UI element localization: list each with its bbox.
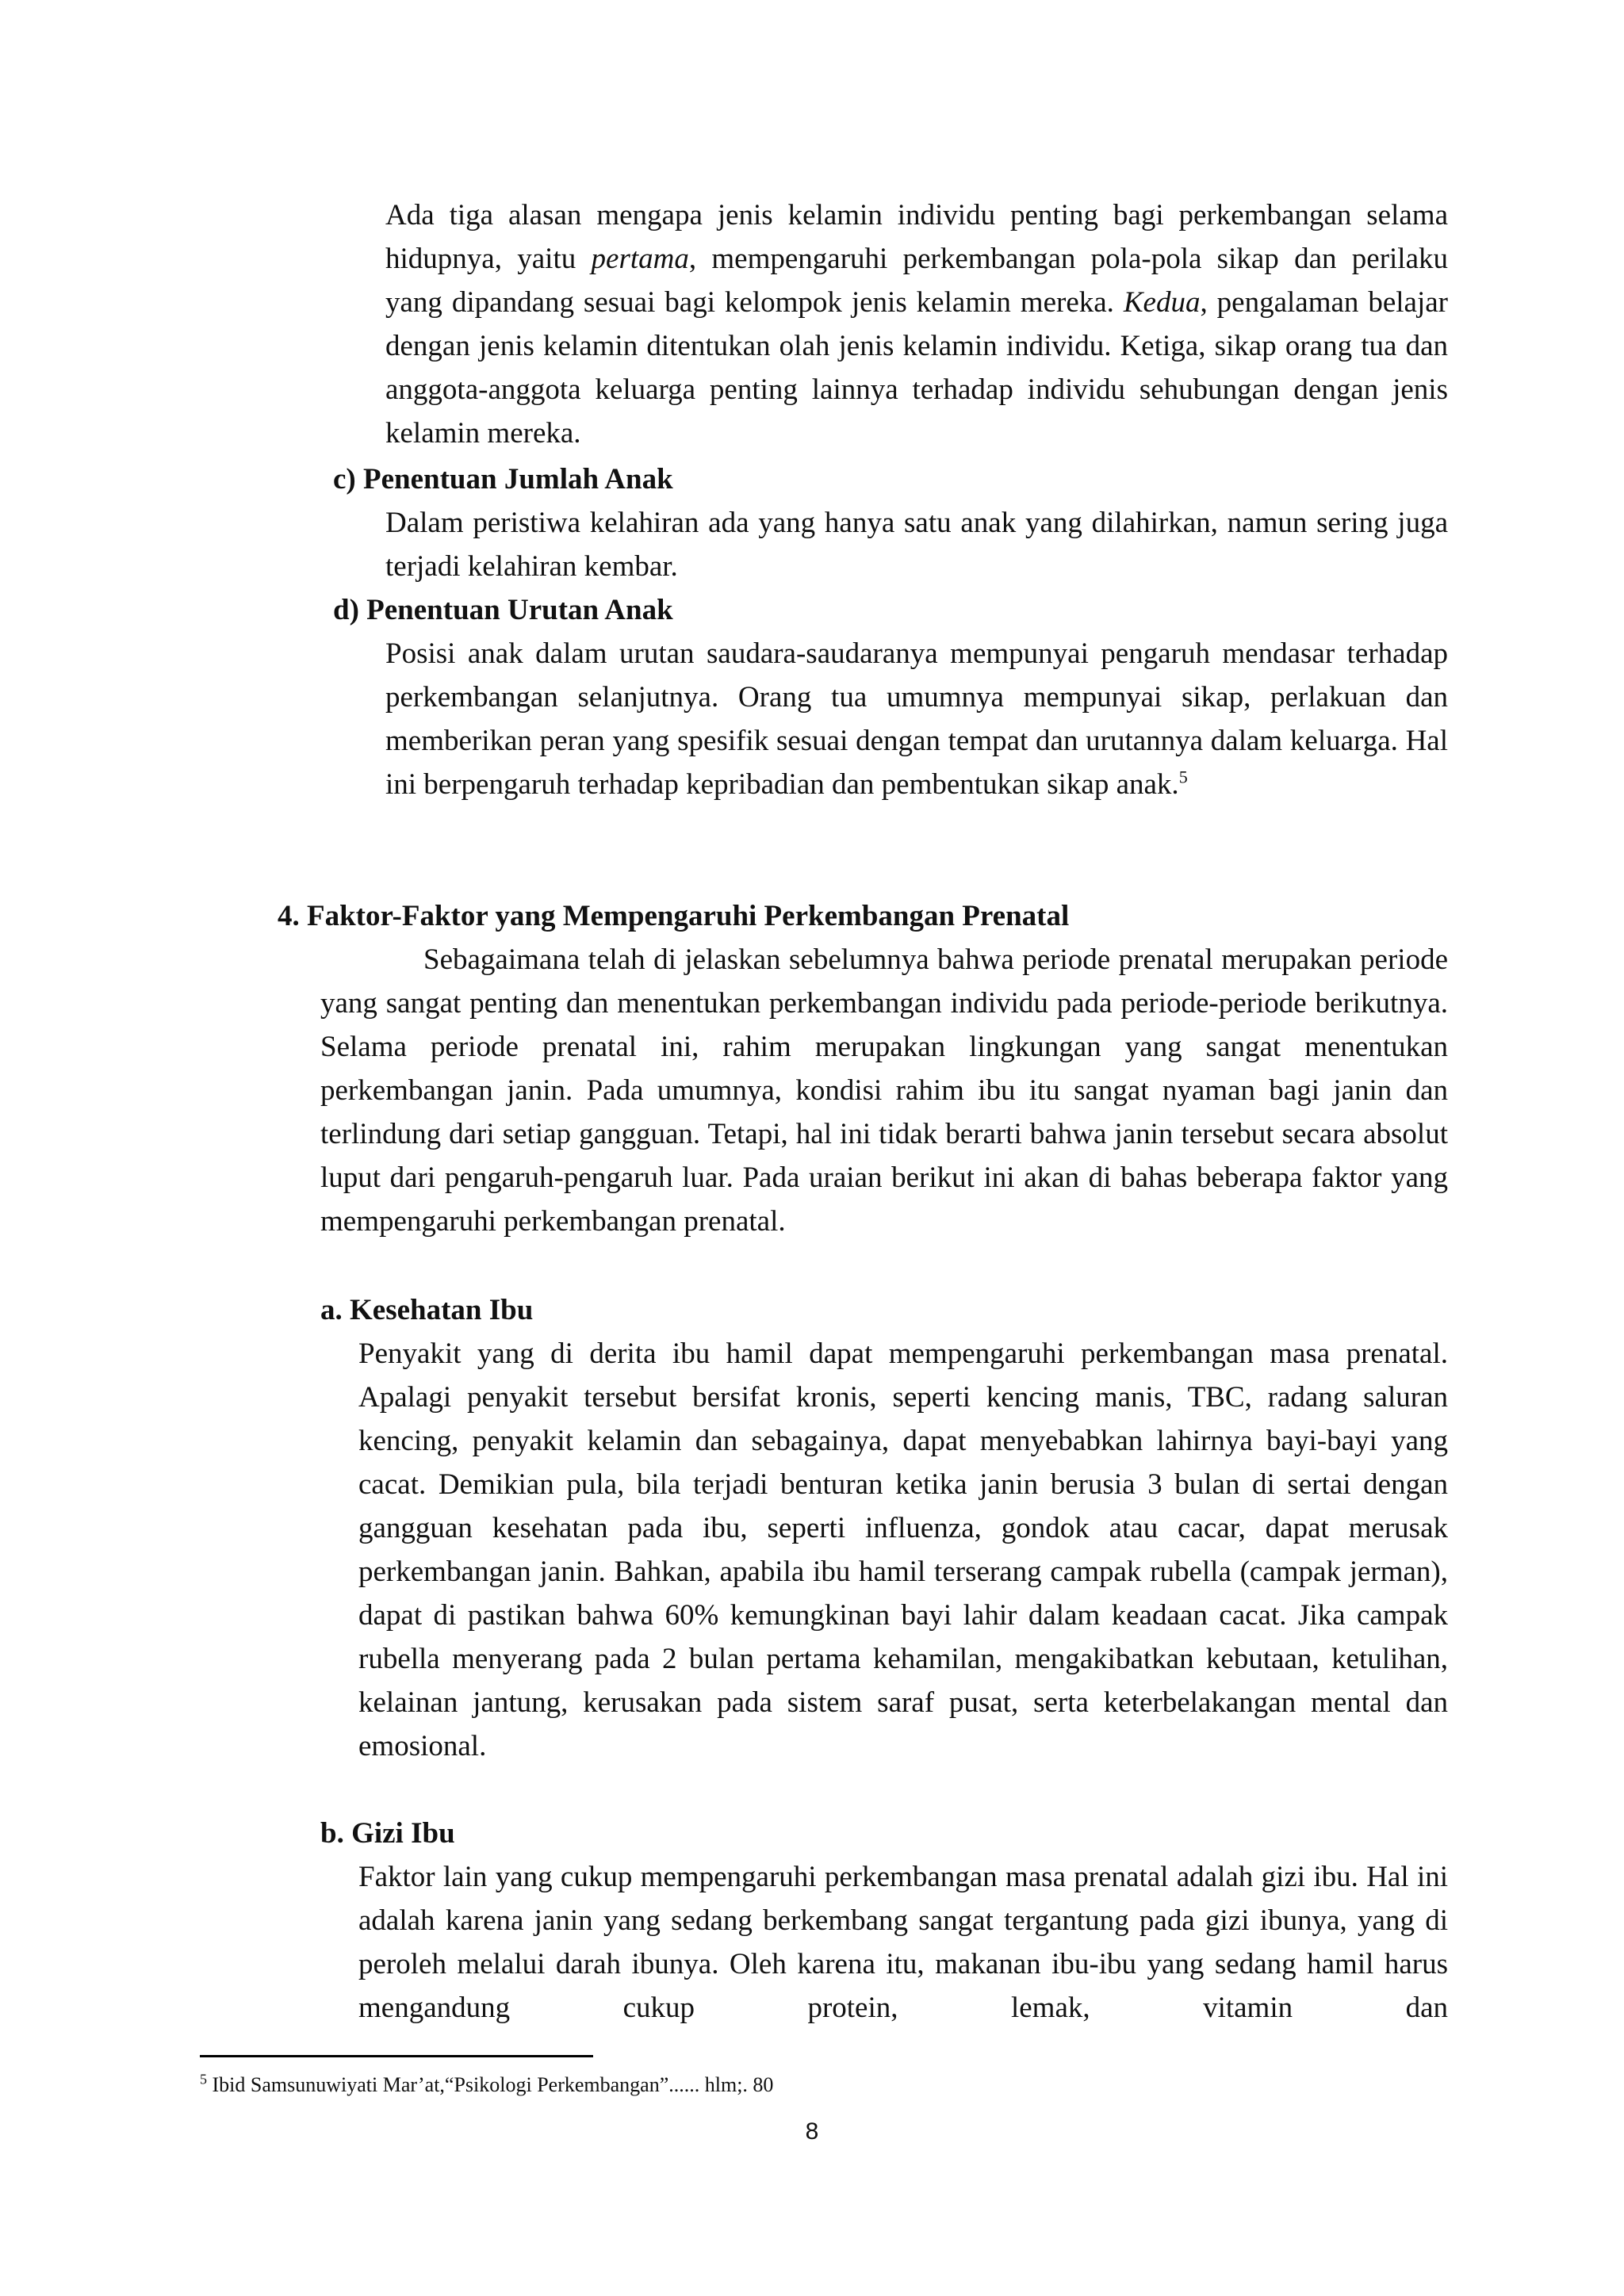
intro-paragraph: Ada tiga alasan mengapa jenis kelamin individu penting bagi perkembangan selama hidupnya, yaitu pertama, mempengaruhi perkembangan pola-pola sikap dan perilaku yang dipandang sesuai bagi kelompok jenis kelamin mereka. Kedua, pengalaman belajar dengan jenis kelamin ditentukan olah jenis kelamin individu. Ketiga, sikap orang tua dan anggota-anggota keluarga penting lainnya terhadap individu sehubungan dengan jenis kelamin mereka. [385, 199, 1448, 450]
section-c-text: Dalam peristiwa kelahiran ada yang hanya satu anak yang dilahirkan, namun sering juga terjadi kelahiran kembar. [385, 507, 1448, 583]
page-number: 8 [805, 2118, 819, 2145]
section-4-text: Sebagaimana telah di jelaskan sebelumnya bahwa periode prenatal merupakan periode yang sangat penting dan menentukan perkembangan individu pada periode-periode berikutnya. Selama periode prenatal ini, rahim merupakan lingkungan yang sangat menentukan perkembangan janin. Pada umumnya, kondisi rahim ibu itu sangat nyaman bagi janin dan terlindung dari setiap gangguan. Tetapi, hal ini tidak berarti bahwa janin tersebut secara absolut luput dari pengaruh-pengaruh luar. Pada uraian berikut ini akan di bahas beberapa faktor yang mempengaruhi perkembangan prenatal. [320, 943, 1448, 1238]
footnote-ref: 5 [1178, 767, 1188, 787]
section-4-heading: 4. Faktor-Faktor yang Mempengaruhi Perkembangan Prenatal [278, 900, 1070, 932]
section-a-text: Penyakit yang di derita ibu hamil dapat mempengaruhi perkembangan masa prenatal. Apalagi penyakit tersebut bersifat kronis, seperti kencing manis, TBC, radang saluran kencing, penyakit kelamin dan sebagainya, dapat menyebabkan lahirnya bayi-bayi yang cacat. Demikian pula, bila terjadi benturan ketika janin berusia 3 bulan di sertai dengan gangguan kesehatan pada ibu, seperti influenza, gondok atau cacar, dapat merusak perkembangan janin. Bahkan, apabila ibu hamil terserang campak rubella (campak jerman), dapat di pastikan bahwa 60% kemungkinan bayi lahir dalam keadaan cacat. Jika campak rubella menyerang pada 2 bulan pertama kehamilan, mengakibatkan kebutaan, ketulihan, kelainan jantung, kerusakan pada sistem saraf pusat, serta keterbelakangan mental dan emosional. [358, 1337, 1448, 1762]
footnote: $^5$ Ibid Samsunuwiyati Mar’at,“Psikologi Perkembangan”...... hlm;. 80 [200, 2071, 774, 2096]
section-b-text: Faktor lain yang cukup mempengaruhi perkembangan masa prenatal adalah gizi ibu. Hal ini adalah karena janin yang sedang berkembang sangat tergantung pada gizi ibunya, yang di peroleh melalui darah ibunya. Oleh karena itu, makanan ibu-ibu yang sedang hamil harus mengandung cukup protein, lemak, vitamin dan [358, 1861, 1448, 2024]
section-a-heading: a. Kesehatan Ibu [320, 1294, 534, 1326]
section-b-heading: b. Gizi Ibu [320, 1817, 455, 1850]
section-d-heading: d) Penentuan Urutan Anak [333, 594, 673, 626]
section-d-text: Posisi anak dalam urutan saudara-saudaranya mempunyai pengaruh mendasar terhadap perkembangan selanjutnya. Orang tua umumnya mempunyai sikap, perlakuan dan memberikan peran yang spesifik sesuai dengan tempat dan urutannya dalam keluarga. Hal ini berpengaruh terhadap kepribadian dan pembentukan sikap anak.$^5$ [385, 637, 1448, 801]
section-c-heading: c) Penentuan Jumlah Anak [333, 463, 673, 496]
footnote-divider [200, 2055, 593, 2057]
